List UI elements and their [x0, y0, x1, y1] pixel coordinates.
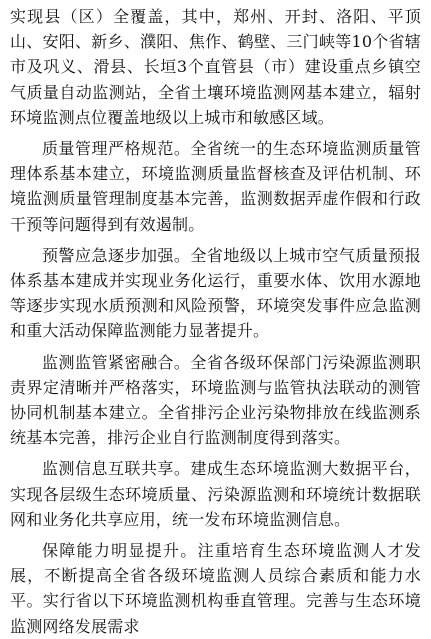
paragraph-quality-management: 质量管理严格规范。全省统一的生态环境监测质量管理体系基本建立，环境监测质量监督核查及评估机制、环境监测质量管理制度基本完善，监测数据弄虚作假和行政干预等问题得到有效遏制。 — [10, 139, 421, 234]
paragraph-capacity-improvement: 保障能力明显提升。注重培育生态环境监测人才发展，不断提高全省各级环境监测人员综合素质和能力水平。实行省以下环境监测机构垂直管理。完善与生态环境监测网络发展需求 — [10, 541, 421, 636]
paragraph-early-warning: 预警应急逐步加强。全省地级以上城市空气质量预报体系基本建成并实现业务化运行，重要水体、饮用水源地等逐步实现水质预测和风险预警，环境突发事件应急监测和重大活动保障监测能力显著提升。 — [10, 245, 421, 341]
paragraph-coverage: 实现县（区）全覆盖，其中，郑州、开封、洛阳、平顶山、安阳、新乡、濮阳、焦作、鹤壁、三门峡等10个省辖市及巩义、滑县、长垣3个直管县（市）建设重点乡镇空气质量自动监测站，全省土壤环境监测网基本建立，辐射环境监测点位覆盖地级以上城市和敏感区域。 — [10, 7, 421, 127]
document-page — [10, 4, 421, 636]
paragraph-monitoring-supervision: 监测监管紧密融合。全省各级环保部门污染源监测职责界定清晰并严格落实，环境监测与监管执法联动的测管协同机制基本建立。全省排污企业污染物排放在线监测系统基本完善，排污企业自行监测制度得到落实。 — [10, 352, 421, 448]
paragraph-information-sharing: 监测信息互联共享。建成生态环境监测大数据平台，实现各层级生态环境质量、污染源监测和环境统计数据联网和业务化共享应用，统一发布环境监测信息。 — [10, 459, 421, 529]
